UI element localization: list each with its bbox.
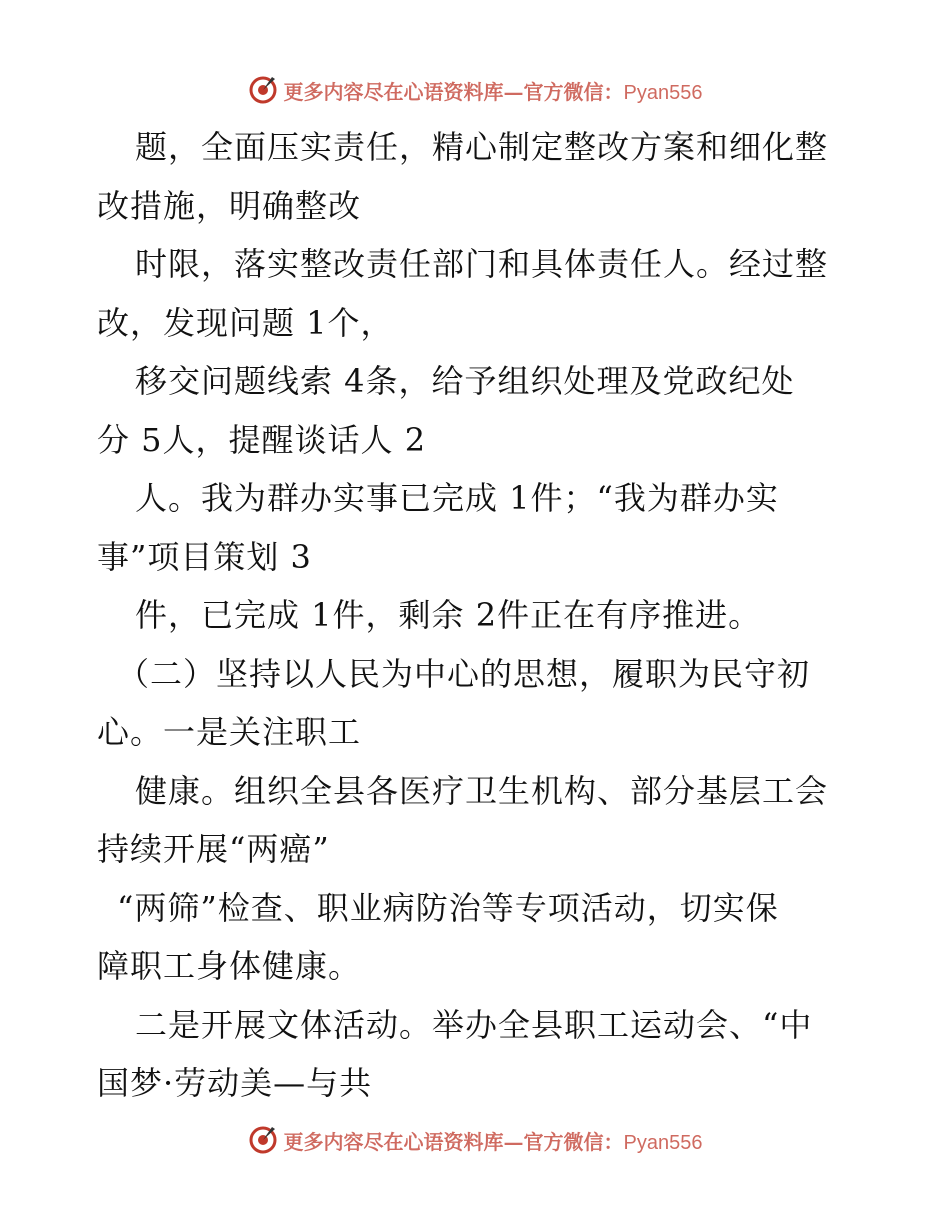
watermark-footer: [0, 1120, 950, 1160]
watermark-text: 更多内容尽在心语资料库—官方微信：Pyan556: [283, 1129, 703, 1154]
document-body: [97, 118, 857, 1113]
text-line: 二是开展文体活动。举办全县职工运动会、“中: [135, 1005, 813, 1044]
text-line: 分 5人，提醒谈话人 2: [97, 420, 427, 459]
text-line: 题，全面压实责任，精心制定整改方案和细化整: [135, 128, 829, 166]
pen-logo-icon: [248, 75, 278, 105]
text-line: 事”项目策划 3: [97, 537, 312, 576]
text-line: 人。我为群办实事已完成 1件；“我为群办实: [135, 479, 779, 517]
text-line: 时限，落实整改责任部门和具体责任人。经过整: [135, 245, 829, 283]
text-line: “两筛”检查、职业病防治等专项活动，切实保: [117, 888, 779, 927]
text-line: 移交问题线索 4条，给予组织处理及党政纪处: [135, 362, 795, 400]
pen-logo-icon: [248, 1125, 278, 1155]
text-line: 障职工身体健康。: [97, 947, 362, 985]
text-line: 持续开展“两癌”: [97, 830, 330, 868]
text-line: 改措施，明确整改: [97, 186, 362, 225]
text-line: （二）坚持以人民为中心的思想，履职为民守初: [117, 654, 811, 693]
text-line: 国梦·劳动美—与共: [97, 1064, 373, 1102]
watermark-text: 更多内容尽在心语资料库—官方微信：Pyan556: [283, 79, 703, 104]
text-line: 心。一是关注职工: [97, 713, 362, 751]
watermark-header: [0, 70, 950, 110]
text-line: 件，已完成 1件，剩余 2件正在有序推进。: [135, 596, 762, 634]
text-line: 改，发现问题 1个，: [97, 303, 394, 342]
text-line: 健康。组织全县各医疗卫生机构、部分基层工会: [135, 771, 829, 810]
